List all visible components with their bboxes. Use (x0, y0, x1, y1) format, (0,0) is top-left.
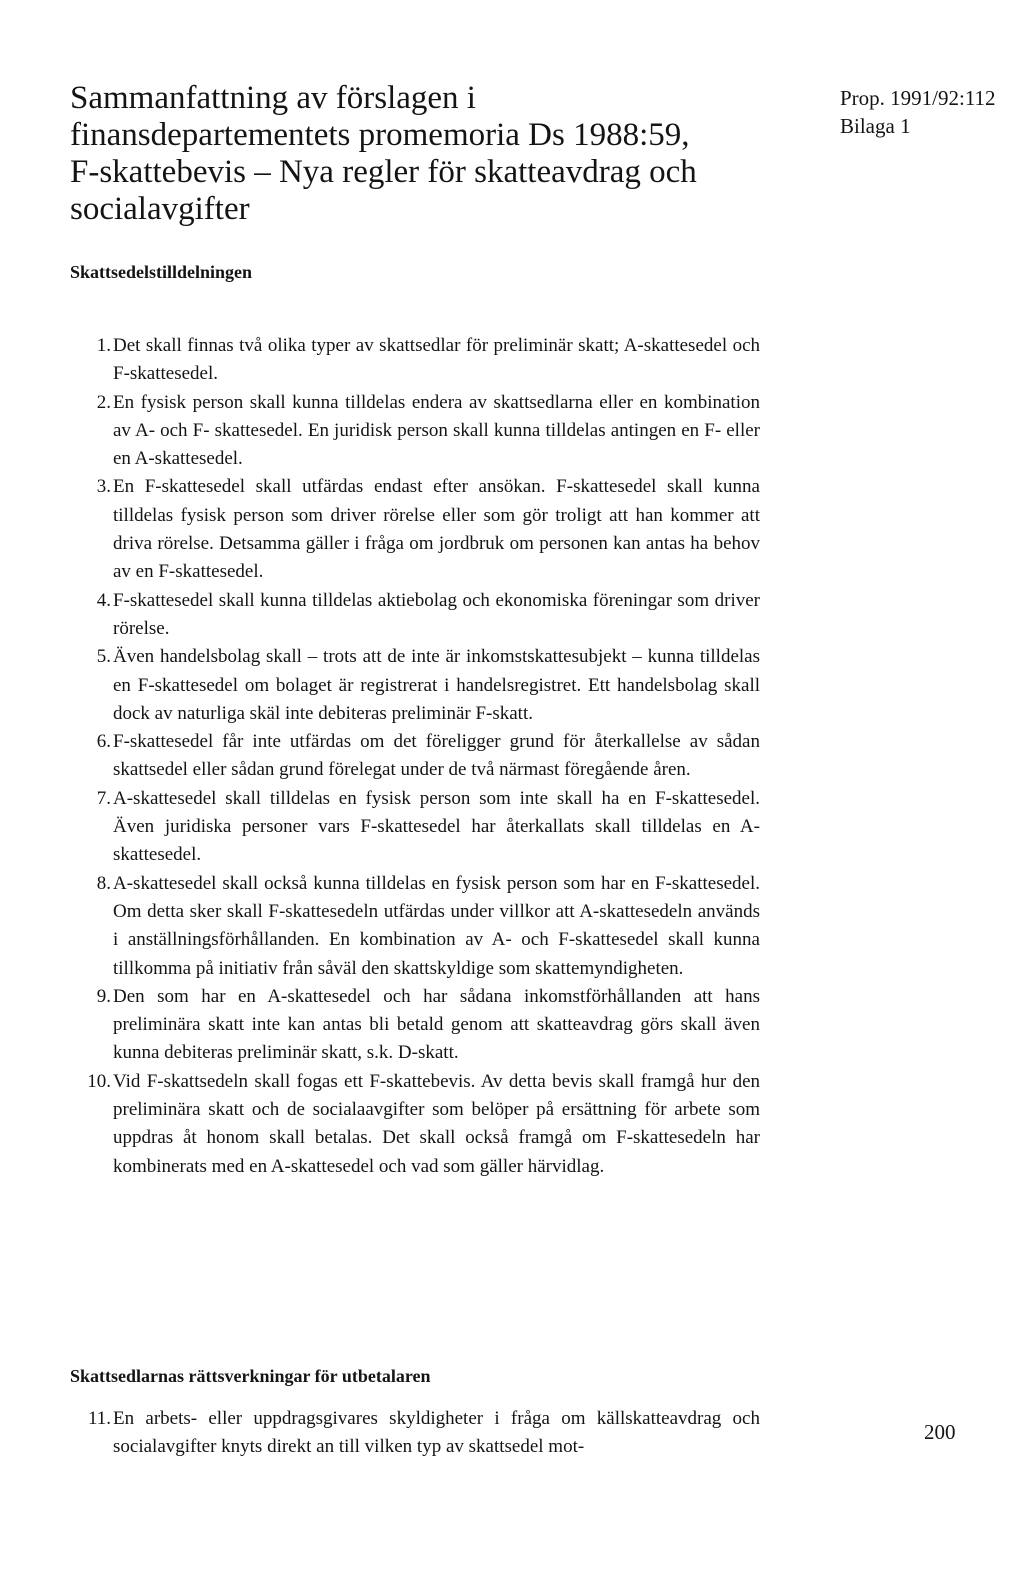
item-text: En F-skattesedel skall utfärdas endast efter ansökan. F-skattesedel skall kunna tilldelas fysisk person som driver rörelse eller som gör troligt att han kommer att driva rörelse. Detsamma gäller i fråga om jordbruk om personen kan antas ha behov av en F-skattesedel. (113, 476, 760, 583)
item-list-skattsedelstilldelningen (70, 332, 760, 1181)
item-number: 2. (96, 391, 111, 413)
item-text: A-skattesedel skall tilldelas en fysisk person som inte skall ha en F-skattesedel. Även juridiska personer vars F-skattesedel har återkallats skall tilldelas en A-skattesedel. (113, 787, 760, 866)
bilaga-label: Bilaga 1 (840, 114, 911, 138)
list-item (70, 983, 760, 1068)
list-item (70, 473, 760, 586)
item-number: 4. (96, 589, 111, 611)
list-item (70, 728, 760, 785)
item-list-rattsverkningar (70, 1405, 760, 1462)
item-text: Vid F-skattsedeln skall fogas ett F-skattebevis. Av detta bevis skall framgå hur den preliminära skatt och de socialaavgifter som belöper på ersättning för arbete som uppdras åt honom skall betalas. Det skall också framgå om F-skattesedeln har kombinerats med en A-skattesedel och vad som gäller härvidlag. (113, 1070, 760, 1177)
item-text: En arbets- eller uppdragsgivares skyldigheter i fråga om källskatteavdrag och socialavgifter knyts direkt an till vilken typ av skattsedel mot- (113, 1408, 760, 1458)
document-reference (840, 84, 996, 140)
item-text: A-skattesedel skall också kunna tilldelas en fysisk person som har en F-skattesedel. Om detta sker skall F-skattesedeln utfärdas under villkor att A-skattesedeln används i anställningsförhållanden. En kombination av A- och F-skattesedel skall kunna tillkomma på initiativ från såväl den skattskyldige som skattemyndigheten. (113, 872, 760, 979)
item-text: En fysisk person skall kunna tilldelas endera av skattsedlarna eller en kombination av A- och F- skattesedel. En juridisk person skall kunna tilldelas antingen en F- eller en A-skattesedel. (113, 391, 760, 470)
page-number: 200 (924, 1420, 956, 1444)
item-text: Det skall finnas två olika typer av skattsedlar för preliminär skatt; A-skattesedel och F-skattesedel. (113, 335, 760, 385)
list-item (70, 785, 760, 870)
list-item (70, 870, 760, 983)
item-number: 6. (96, 731, 111, 753)
list-item (70, 1068, 760, 1181)
item-number: 9. (96, 985, 111, 1007)
page-title: Sammanfattning av förslagen i finansdepartementets promemoria Ds 1988:59, F-skattebevis – Nya regler för skatteavdrag och socialavgifter (70, 80, 697, 227)
list-item (70, 1405, 760, 1462)
item-text: Den som har en A-skattesedel och har sådana inkomstförhållanden att hans preliminära skatt inte kan antas bli betald genom att skatteavdrag görs skall även kunna debiteras preliminär skatt, s.k. D-skatt. (113, 985, 760, 1064)
section-heading-skattsedelstilldelningen: Skattsedelstilldelningen (70, 262, 253, 282)
item-text: F-skattesedel skall kunna tilldelas aktiebolag och ekonomiska föreningar som driver rörelse. (113, 589, 760, 639)
item-text: Även handelsbolag skall – trots att de inte är inkomstskattesubjekt – kunna tilldelas en F-skattesedel om bolaget är registrerat i handelsregistret. Ett handelsbolag skall dock av naturliga skäl inte debiteras preliminär F-skatt. (113, 646, 760, 724)
section-heading-rattsverkningar: Skattsedlarnas rättsverkningar för utbetalaren (70, 1366, 431, 1386)
item-number: 5. (96, 646, 111, 668)
item-number: 3. (96, 476, 111, 498)
item-number: 10. (87, 1070, 111, 1092)
prop-reference: Prop. 1991/92:112 (840, 86, 996, 110)
item-text: F-skattesedel får inte utfärdas om det föreligger grund för återkallelse av sådan skattsedel eller sådan grund förelegat under de två närmast föregående åren. (113, 731, 760, 781)
item-number: 8. (96, 872, 111, 894)
list-item (70, 389, 760, 474)
list-item (70, 643, 760, 728)
item-number: 1. (96, 335, 111, 356)
item-number: 11. (87, 1408, 111, 1429)
list-item (70, 587, 760, 644)
list-item (70, 332, 760, 389)
item-number: 7. (96, 787, 111, 809)
